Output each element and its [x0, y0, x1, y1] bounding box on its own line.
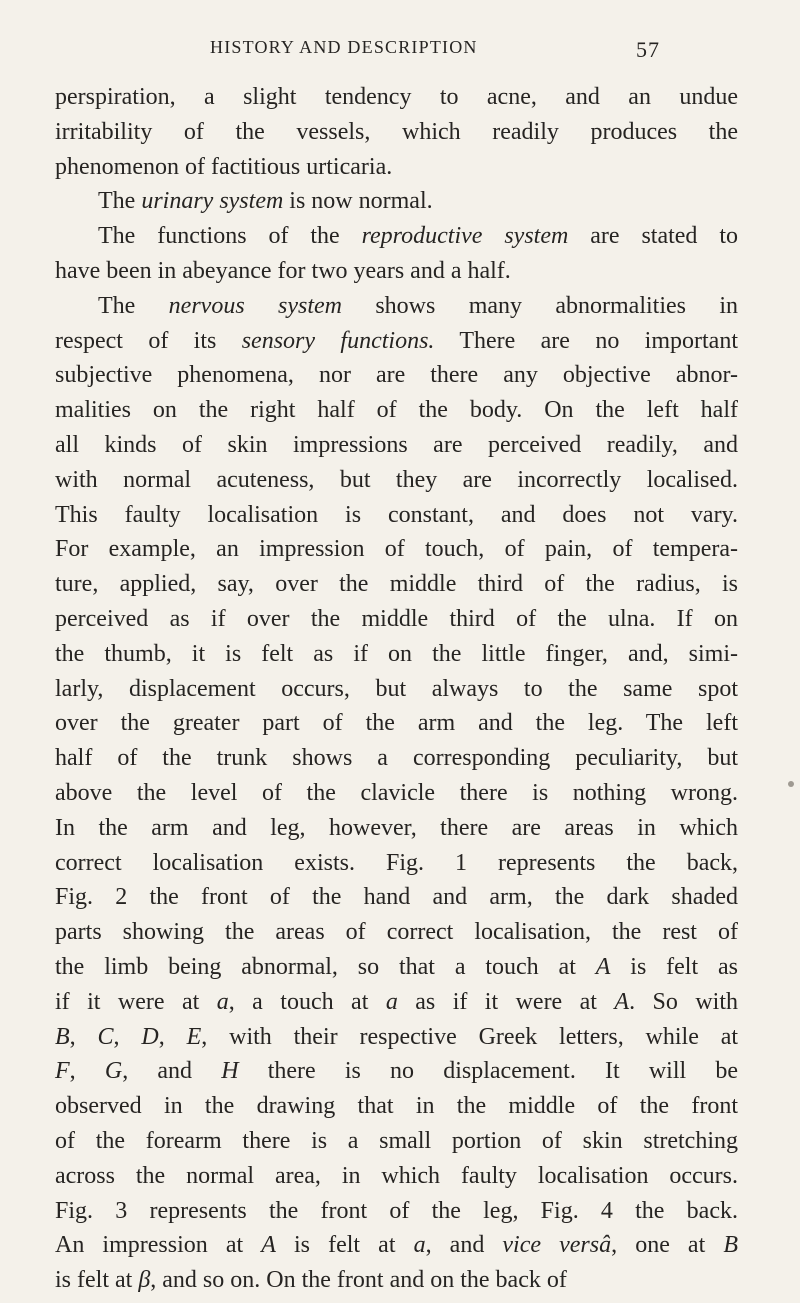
italic-run: reproductive system: [361, 223, 569, 250]
text-line: [55, 741, 738, 775]
text-line: [55, 776, 738, 810]
italic-run: nervous system: [168, 292, 342, 319]
running-head: HISTORY AND DESCRIPTION: [210, 37, 478, 57]
italic-run: A: [595, 954, 611, 980]
text-run: over the greater part of the arm and the leg. The left: [55, 710, 738, 737]
text-run: malities on the right half of the body. On the left half: [55, 397, 738, 424]
text-run: are stated to: [568, 223, 738, 250]
text-run: For example, an impression of touch, of pain, of tempera-: [55, 536, 738, 563]
italic-run: vice versâ: [502, 1232, 612, 1259]
text-run: perspiration, a slight tendency to acne, and an undue: [55, 84, 738, 110]
text-run: phenomenon of factitious urticaria.: [55, 153, 393, 180]
text-run: is now normal.: [283, 188, 433, 215]
text-run: The: [98, 292, 169, 319]
paper-speck: [788, 781, 794, 787]
text-line: [55, 985, 738, 1019]
text-line: [98, 184, 433, 218]
text-line: [55, 672, 738, 706]
italic-run: B: [55, 1023, 70, 1050]
text-line: [55, 532, 738, 566]
text-line: [55, 1124, 738, 1158]
italic-run: D: [141, 1023, 159, 1050]
text-line: [55, 846, 738, 880]
page-number: 57: [636, 37, 660, 62]
text-line: [55, 324, 738, 358]
text-run: parts showing the areas of correct localisation, the rest of: [55, 919, 738, 946]
text-line: [55, 1054, 738, 1088]
italic-run: A: [261, 1232, 276, 1259]
italic-run: H: [221, 1058, 239, 1085]
text-line: [55, 1089, 738, 1123]
text-line: [55, 706, 738, 740]
italic-run: urinary system: [141, 188, 284, 215]
text-run: irritability of the vessels, which readily produces the: [55, 118, 738, 145]
text-run: is felt as: [610, 954, 738, 980]
text-line: [98, 289, 738, 323]
text-line: [55, 428, 738, 462]
italic-run: F: [55, 1058, 70, 1085]
text-run: observed in the drawing that in the middle of the front: [55, 1093, 738, 1120]
italic-run: sensory functions.: [241, 327, 435, 354]
text-run: , and: [122, 1058, 222, 1085]
text-run: There are no important: [434, 327, 738, 354]
text-run: , one at: [611, 1232, 724, 1259]
text-line: [55, 1159, 738, 1193]
text-run: subjective phenomena, nor are there any objective abnor-: [55, 362, 738, 389]
text-run: In the arm and leg, however, there are areas in which: [55, 814, 738, 841]
italic-run: G: [104, 1058, 123, 1085]
text-line: [55, 498, 738, 532]
text-line: [55, 1263, 567, 1297]
text-line: [55, 602, 738, 636]
text-run: ,: [113, 1023, 142, 1050]
text-run: Fig. 3 represents the front of the leg, Fig. 4 the back.: [55, 1197, 738, 1224]
text-line: [55, 637, 738, 671]
text-run: An impression at: [55, 1232, 262, 1259]
text-line: [55, 567, 738, 601]
text-run: there is no displacement. It will be: [238, 1058, 739, 1085]
text-line: [55, 254, 511, 288]
text-run: as if it were at: [397, 988, 615, 1015]
text-run: if it were at: [55, 988, 217, 1015]
text-run: The functions of the: [98, 223, 362, 250]
text-line: [55, 880, 738, 914]
page-header: [0, 37, 800, 71]
text-line: [98, 219, 738, 253]
text-line: [55, 1228, 738, 1262]
text-run: ture, applied, say, over the middle third of the radius, is: [55, 571, 738, 598]
text-run: the limb being abnormal, so that a touch at: [55, 954, 596, 980]
text-line: [55, 1194, 738, 1228]
text-run: ,: [69, 1058, 105, 1085]
text-run: Fig. 2 the front of the hand and arm, the dark shaded: [55, 884, 738, 911]
text-run: , and so on. On the front and on the back of: [150, 1267, 567, 1294]
text-line: [55, 811, 738, 845]
text-run: of the forearm there is a small portion of skin stretching: [55, 1128, 738, 1154]
text-run: perceived as if over the middle third of the ulna. If on: [55, 606, 738, 632]
text-run: This faulty localisation is constant, and does not vary.: [55, 501, 738, 528]
text-run: with normal acuteness, but they are incorrectly localised.: [55, 466, 738, 493]
text-run: all kinds of skin impressions are perceived readily, and: [55, 432, 738, 458]
text-run: is felt at: [55, 1267, 139, 1294]
italic-run: a: [385, 988, 398, 1015]
italic-run: β: [138, 1267, 151, 1294]
text-line: [55, 950, 738, 984]
text-run: , a touch at: [228, 988, 386, 1015]
text-run: across the normal area, in which faulty localisation occurs.: [55, 1162, 738, 1189]
text-run: half of the trunk shows a corresponding peculiarity, but: [55, 745, 738, 772]
italic-run: a: [413, 1232, 426, 1259]
text-run: respect of its: [55, 327, 242, 354]
text-line: [55, 463, 738, 497]
text-run: larly, displacement occurs, but always to the same spot: [55, 675, 738, 702]
italic-run: C: [97, 1023, 114, 1050]
text-run: . So with: [629, 988, 738, 1015]
text-line: [55, 393, 738, 427]
text-line: [55, 1020, 738, 1054]
text-run: ,: [158, 1023, 187, 1050]
italic-run: E: [186, 1023, 202, 1050]
text-run: the thumb, it is felt as if on the little finger, and, simi-: [55, 640, 738, 667]
italic-run: B: [723, 1232, 739, 1259]
text-run: above the level of the clavicle there is nothing wrong.: [55, 780, 738, 806]
text-run: The: [98, 188, 142, 215]
text-line: [55, 150, 392, 184]
italic-run: a: [216, 988, 229, 1015]
text-run: have been in abeyance for two years and a half.: [55, 258, 511, 284]
text-run: correct localisation exists. Fig. 1 represents the back,: [55, 849, 738, 876]
text-run: , and: [425, 1232, 503, 1259]
text-run: shows many abnormalities in: [342, 292, 739, 319]
text-line: [55, 915, 738, 949]
text-run: is felt at: [275, 1232, 414, 1259]
text-line: [55, 115, 738, 149]
text-run: , with their respective Greek letters, while at: [201, 1023, 739, 1050]
text-line: [55, 358, 738, 392]
text-line: [55, 80, 738, 114]
italic-run: A: [614, 988, 630, 1015]
text-run: ,: [69, 1023, 98, 1050]
